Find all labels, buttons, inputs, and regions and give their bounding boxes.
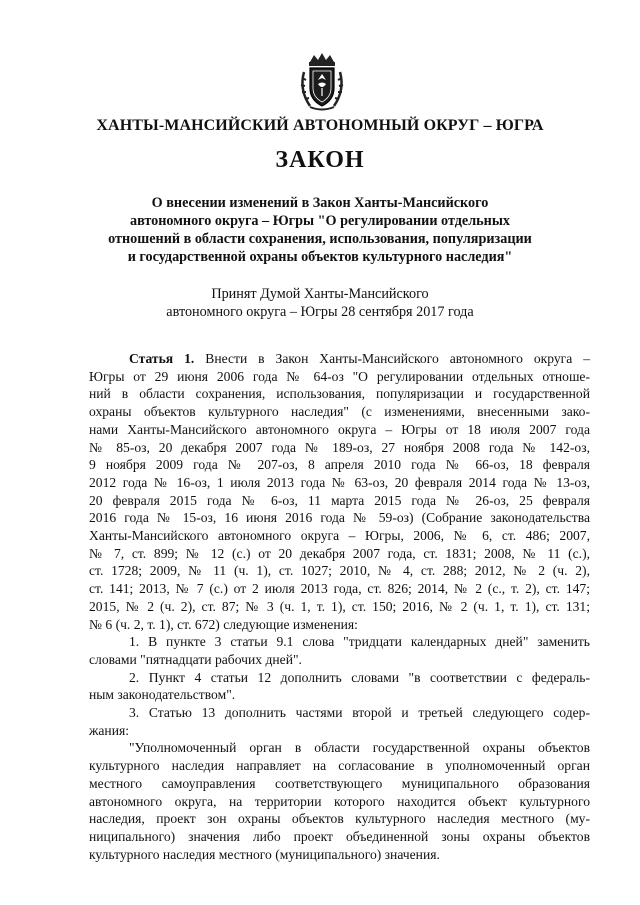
article-line: ст. 141; 2013, № 7 (с.) от 2 июля 2013 года, ст. 826; 2014, № 2 (с., т. 2), ст. 147;	[89, 581, 590, 597]
article-line: Югры от 29 июня 2006 года № 64-оз "О регулировании отдельных отноше-	[89, 368, 590, 384]
adoption-note	[0, 285, 640, 321]
article-intro: Внести в Закон Ханты-Мансийского автономного округа –	[205, 351, 591, 366]
article-line: 9 ноября 2009 года № 207-оз, 8 апреля 2010 года № 66-оз, 18 февраля	[89, 457, 590, 473]
article-line: № 85-оз, 20 декабря 2007 года № 189-оз, 27 ноября 2008 года № 142-оз,	[89, 439, 590, 455]
quote-line: автономного округа, на территории которого находится объект культурного	[89, 793, 590, 809]
article-line: № 6 (ч. 2, т. 1), ст. 672) следующие изменения:	[89, 616, 358, 632]
article-line: 2012 года № 16-оз, 1 июля 2013 года № 63-оз, 20 февраля 2014 года № 13-оз,	[89, 474, 590, 490]
subject-line: отношений в области сохранения, использования, популяризации	[108, 231, 532, 247]
region-title: ХАНТЫ-МАНСИЙСКИЙ АВТОНОМНЫЙ ОКРУГ – ЮГРА	[96, 117, 544, 134]
subject-line: и государственной охраны объектов культурного наследия"	[127, 249, 513, 265]
article-body	[89, 350, 590, 863]
quote-line: культурного наследия направляет на согласование в уполномоченный орган	[89, 758, 590, 774]
article-line: нами Ханты-Мансийского автономного округа – Югры от 18 июля 2007 года	[89, 421, 590, 437]
adoption-line: автономного округа – Югры 28 сентября 2017 года	[166, 304, 474, 320]
quote-line: наследия, проект зон охраны объектов культурного наследия местного (му-	[89, 811, 590, 827]
article-label: Статья 1.	[129, 351, 195, 366]
article-line: № 7, ст. 899; № 12 (с.) от 20 декабря 2007 года, ст. 1831; 2008, № 11 (с.),	[89, 545, 590, 561]
item-line: ным законодательством".	[89, 687, 236, 703]
document-type: ЗАКОН	[275, 147, 365, 173]
article-first-line	[89, 350, 590, 368]
item-line: 3. Статью 13 дополнить частями второй и третьей следующего содер-	[129, 705, 590, 721]
article-line: ст. 1728; 2009, № 11 (ч. 1), ст. 1027; 2010, № 4, ст. 288; 2012, № 2 (ч. 2),	[89, 563, 590, 579]
quote-line: "Уполномоченный орган в области государственной охраны объектов	[129, 740, 590, 756]
quote-line: ниципального) значения либо проект объединенной зоны охраны объектов	[89, 828, 590, 844]
item-line: жания:	[89, 722, 130, 738]
article-line: охраны объектов культурного наследия" (с изменениями, внесенными зако-	[89, 404, 590, 420]
article-line: 2016 года № 15-оз, 16 июня 2016 года № 59-оз) (Собрание законодательства	[89, 510, 590, 526]
item-line: 2. Пункт 4 статьи 12 дополнить словами "в соответствии с федераль-	[129, 669, 590, 685]
article-line: 2015, № 2 (ч. 2), ст. 87; № 3 (ч. 1, т. 1), ст. 150; 2016, № 2 (ч. 1, т. 1), ст. 131;	[89, 598, 590, 614]
article-line: Ханты-Мансийского автономного округа – Югры, 2006, № 6, ст. 486; 2007,	[89, 528, 590, 544]
subject-line: автономного округа – Югры "О регулировании отдельных	[129, 213, 511, 229]
quote-line: местного самоуправления соответствующего муниципального образования	[89, 775, 590, 791]
coat-of-arms-icon	[296, 52, 348, 112]
article-line: 20 февраля 2015 года № 6-оз, 11 марта 2015 года № 26-оз, 25 февраля	[89, 492, 590, 508]
subject-line: О внесении изменений в Закон Ханты-Мансийского	[151, 195, 489, 211]
adoption-line: Принят Думой Ханты-Мансийского	[211, 286, 429, 302]
law-subject	[90, 194, 550, 266]
article-line: ний в области сохранения, использования, популяризации и государственной	[89, 386, 590, 402]
item-line: 1. В пункте 3 статьи 9.1 слова "тридцати календарных дней" заменить	[129, 634, 590, 650]
item-line: словами "пятнадцати рабочих дней".	[89, 651, 302, 667]
quote-line: культурного наследия местного (муниципального) значения.	[89, 846, 440, 862]
